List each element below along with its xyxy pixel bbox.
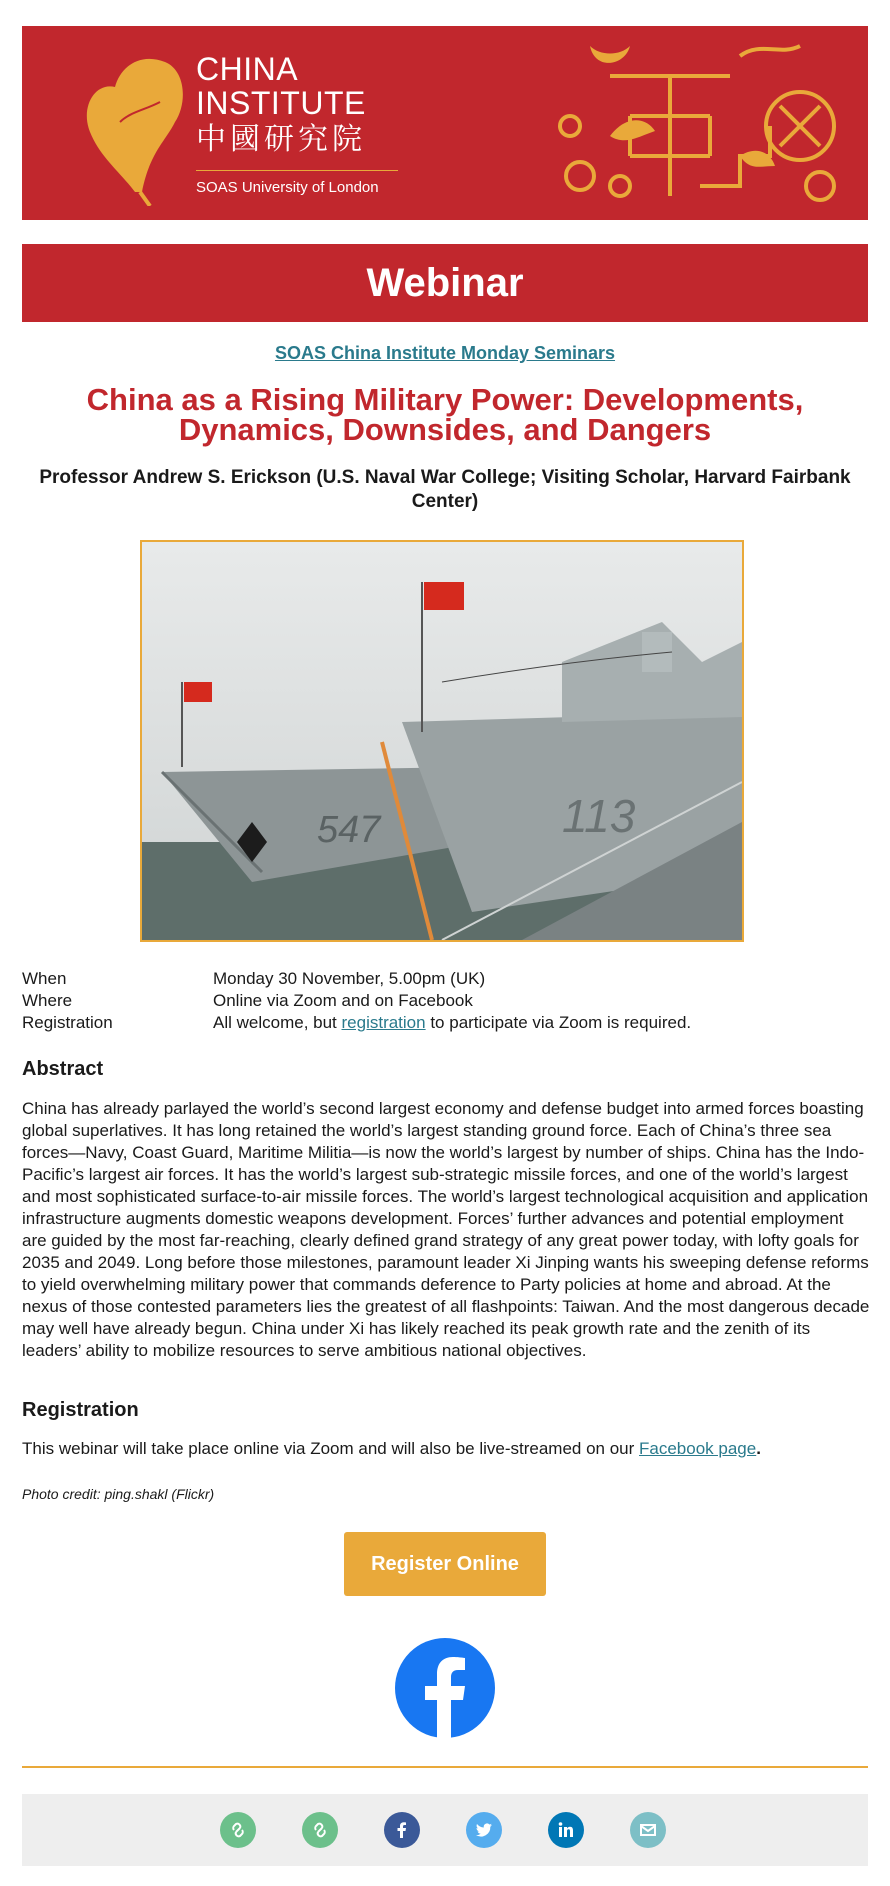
registration-text [22,1438,868,1460]
ginkgo-leaf-icon [80,42,190,206]
register-online-button[interactable]: Register Online [344,1532,546,1596]
hull-number-113: 113 [562,790,636,842]
link-icon[interactable] [302,1812,338,1848]
institute-brand [196,52,398,196]
when-value: Monday 30 November, 5.00pm (UK) [213,969,486,988]
detail-registration [22,1012,868,1034]
registration-body-post: . [756,1439,761,1458]
email-icon[interactable] [630,1812,666,1848]
registration-text-post: to participate via Zoom is required. [425,1013,692,1032]
header-banner [22,26,868,220]
decorative-pattern-icon [550,36,850,212]
registration-link[interactable]: registration [341,1013,426,1032]
where-label: Where [22,991,73,1010]
series-link[interactable]: SOAS China Institute Monday Seminars [274,343,616,363]
linkedin-icon[interactable] [548,1812,584,1848]
twitter-icon[interactable] [466,1812,502,1848]
registration-label: Registration [22,1013,113,1032]
facebook-icon[interactable] [384,1812,420,1848]
brand-line-2: INSTITUTE [196,85,366,121]
speaker-line: Professor Andrew S. Erickson (U.S. Naval War College; Visiting Scholar, Harvard Fairbank Center) [39,467,851,512]
photo-credit: Photo credit: ping.shakl (Flickr) [22,1486,215,1502]
registration-body-pre: This webinar will take place online via Zoom and will also be live-streamed on our [22,1439,640,1458]
registration-heading: Registration [22,1399,139,1421]
brand-line-1: CHINA [196,51,299,87]
facebook-page-link[interactable]: Facebook page [639,1439,757,1458]
event-details [22,968,868,1034]
facebook-icon[interactable] [395,1638,495,1738]
event-title: China as a Rising Military Power: Developments, Dynamics, Downsides, and Dangers [86,382,804,447]
detail-when [22,968,868,990]
brand-subtitle: SOAS University of London [196,179,379,196]
detail-where [22,990,868,1012]
footer-divider [22,1766,868,1768]
abstract-text: China has already parlayed the world’s second largest economy and defense budget into armed forces boasting global superlatives. It has long retained the world’s largest standing ground force. Each of China’s three sea forces—Navy, Coast Guard, Maritime Militia—is now the world’s largest by number of ships. China has the Indo-Pacific’s largest air forces. It has the world’s largest sub-strategic missile forces, and one of the world’s largest and most sophisticated surface-to-air missile forces. The world’s largest technological acquisition and application infrastructure augments domestic weapons development. Forces’ further advances and potential employment are guided by the most far-reaching, clearly defined grand strategy of any great power today, with lofty goals for 2035 and 2049. Long before those milestones, paramount leader Xi Jinping wants his sweeping defense reforms to yield overwhelming military power that commands deference to Party policies at home and abroad. At the nexus of those contested parameters lies the greatest of all flashpoints: Taiwan. And the most dangerous decade may well have already begun. China under Xi has likely reached its peak growth rate and the zenith of its leaders’ ability to mobilize resources to serve ambitious national objectives. [22,1099,870,1360]
registration-value [213,1012,691,1034]
brand-chinese: 中國研究院 [196,122,366,157]
where-value: Online via Zoom and on Facebook [213,991,473,1010]
event-photo [140,540,744,942]
warships-illustration [142,542,742,940]
brand-divider [196,170,398,171]
registration-text-pre: All welcome, but [213,1013,342,1032]
series-heading [0,343,890,364]
abstract-heading: Abstract [22,1058,104,1080]
social-footer [22,1794,868,1866]
link-icon[interactable] [220,1812,256,1848]
hull-number-547: 547 [317,809,381,851]
when-label: When [22,969,67,988]
webinar-banner: Webinar [22,244,868,322]
